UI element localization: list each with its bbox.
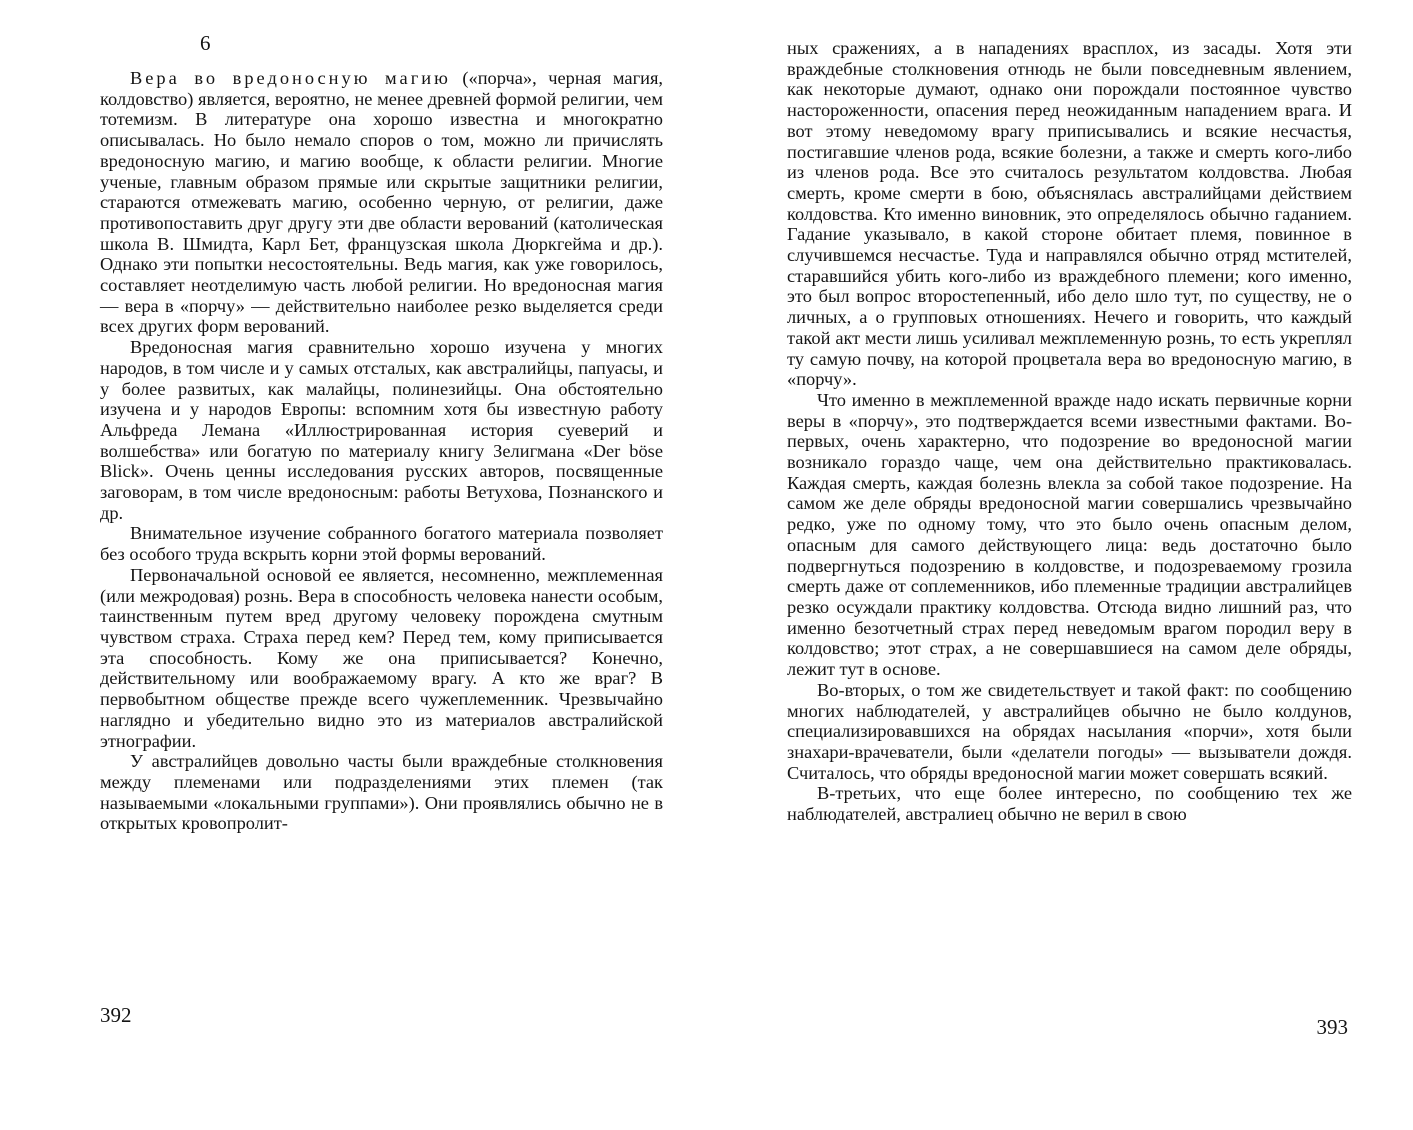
left-page-text (100, 68, 663, 834)
paragraph: Первоначальной основой ее является, несомненно, межплеменная (или межродовая) рознь. Вера в способность человека нанести особым, таинственным путем вред другому человеку порождена смутным чувством страха. Страха перед кем? Перед тем, кому приписывается эта способность. Кому же она приписывается? Конечно, действительному или воображаемому врагу. А кто же враг? В первобытном обществе прежде всего чужеплеменник. Чрезвычайно наглядно и убедительно видно это из материалов австралийской этнографии. (100, 564, 663, 751)
paragraph (100, 68, 663, 337)
paragraph: В-третьих, что еще более интересно, по сообщению тех же наблюдателей, австралиец обычно не верил в свою (787, 783, 1352, 825)
right-page-text (787, 38, 1352, 825)
chapter-number: 6 (200, 31, 211, 55)
paragraph: Внимательное изучение собранного богатого материала позволяет без особого труда вскрыть корни этой формы верований. (100, 523, 663, 565)
paragraph: Вредоносная магия сравнительно хорошо изучена у многих народов, в том числе и у самых отсталых, как австралийцы, папуасы, и у более развитых, как малайцы, полинезийцы. Она обстоятельно изучена и у народов Европы: вспомним хотя бы известную работу Альфреда Лемана «Иллюстрированная история суеверий и волшебства» или богатую по материалу книгу Зелигмана «Der böse Blick». Очень ценны исследования русских авторов, посвященные заговорам, в том числе вредоносным: работы Ветухова, Познанского и др. (100, 337, 663, 523)
spaced-emphasis: Вера во вредоносную магию (130, 68, 451, 88)
paragraph: Во-вторых, о том же свидетельствует и такой факт: по сообщению многих наблюдателей, у австралийцев обычно не было колдунов, специализировавшихся на обрядах насылания «порчи», хотя были знахари-врачеватели, были «делатели погоды» — вызыватели дождя. Считалось, что обряды вредоносной магии может совершать всякий. (787, 679, 1352, 783)
page-number-left: 392 (100, 1003, 132, 1027)
paragraph-continuation: ных сражениях, а в нападениях врасплох, из засады. Хотя эти враждебные столкновения отнюдь не были повседневным явлением, как некоторые думают, однако они порождали постоянное чувство настороженности, опасения перед неожиданным нападением врага. И вот этому неведомому врагу приписывались и всякие несчастья, постигавшие членов рода, всякие болезни, а также и смерть кого-либо из членов рода. Все это считалось результатом колдовства. Любая смерть, кроме смерти в бою, объяснялась австралийцами действием колдовства. Кто именно виновник, это определялось обычно гаданием. Гадание указывало, в какой стороне обитает племя, повинное в случившемся несчастье. Туда и направлялся обычно отряд мстителей, старавшийся убить кого-либо из враждебного племени; кого именно, это был вопрос второстепенный, ибо дело шло тут, по существу, не о личных, а о групповых отношениях. Нечего и говорить, что каждый такой акт мести лишь усиливал межплеменную рознь, то есть укреплял ту самую почву, на которой процветала вера во вредоносную магию, в «порчу». (787, 38, 1352, 390)
left-page (100, 0, 663, 1060)
page-number-right: 393 (1316, 1015, 1348, 1039)
right-page (787, 0, 1352, 1060)
paragraph: У австралийцев довольно часты были враждебные столкновения между племенами или подразделениями этих племен (так называемыми «локальными группами»). Они проявлялись обычно не в открытых кровопролит- (100, 751, 663, 834)
paragraph: Что именно в межплеменной вражде надо искать первичные корни веры в «порчу», это подтверждается всеми известными фактами. Во-первых, очень характерно, что подозрение во вредоносной магии возникало гораздо чаще, чем она действительно практиковалась. Каждая смерть, каждая болезнь влекла за собой такое подозрение. На самом же деле обряды вредоносной магии совершались чрезвычайно редко, уже по одному тому, что это было очень опасным делом, опасным для самого действующего лица: ведь достаточно было подвергнуться подозрению в колдовстве, и подозреваемому грозила смерть даже от соплеменников, ибо племенные традиции австралийцев резко осуждали практику колдовства. Отсюда видно лишний раз, что именно безотчетный страх перед неведомым врагом породил веру в колдовство; этот страх, а не совершавшиеся на самом деле обряды, лежит тут в основе. (787, 389, 1352, 680)
paragraph-text: («порча», черная магия, колдовство) является, вероятно, не менее древней формой религии, чем тотемизм. В литературе она хорошо известна и многократно описывалась. Но было немало споров о том, можно ли причислять вредоносную магию, и магию вообще, к области религии. Многие ученые, главным образом прямые или скрытые защитники религии, стараются отмежевать магию, особенно черную, от религии, даже противопоставить друг другу эти две области верований (католическая школа В. Шмидта, Карл Бет, французская школа Дюркгейма и др.). Однако эти попытки несостоятельны. Ведь магия, как уже говорилось, составляет неотделимую часть любой религии. Но вредоносная магия — вера в «порчу» — действительно наиболее резко выделяется среди всех других форм верований. (100, 68, 664, 337)
